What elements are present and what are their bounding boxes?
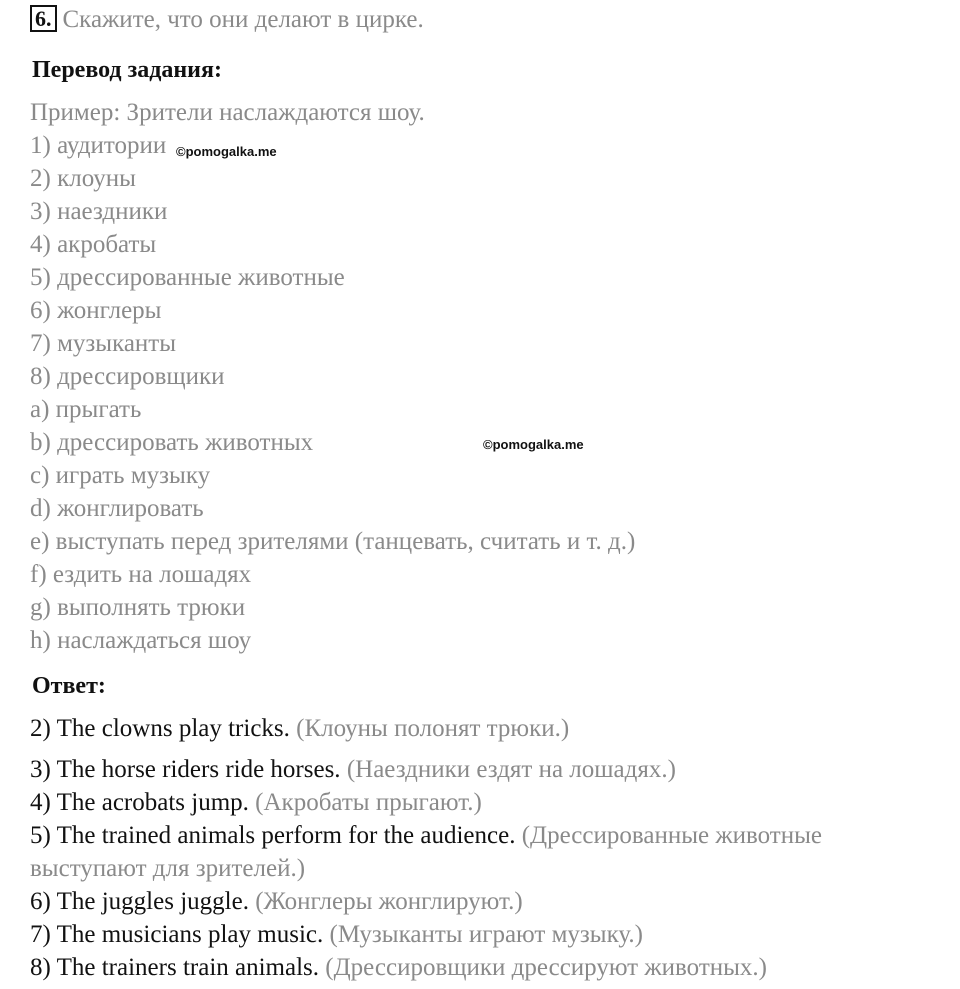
- answer-item: [30, 823, 822, 848]
- answer-heading: Ответ:: [32, 673, 106, 699]
- answer-item: [30, 955, 767, 980]
- action-item: d) жонглировать: [30, 495, 204, 522]
- answer-en: 8) The trainers train animals.: [30, 954, 320, 981]
- watermark: ©pomogalka.me: [176, 144, 277, 159]
- task-instruction: Скажите, что они делают в цирке.: [62, 6, 424, 33]
- action-item: g) выполнять трюки: [30, 594, 246, 621]
- answer-ru: (Жонглеры жонглируют.): [255, 888, 523, 915]
- translation-heading: Перевод задания:: [32, 57, 222, 83]
- subject-item: 7) музыканты: [30, 330, 177, 357]
- answer-ru: (Наездники ездят на лошадях.): [346, 756, 676, 783]
- answer-en: 4) The acrobats jump.: [30, 789, 249, 816]
- answer-en: 6) The juggles juggle.: [30, 888, 249, 915]
- action-item: a) прыгать: [30, 396, 142, 423]
- answer-item: [30, 757, 676, 782]
- answer-item: [30, 716, 569, 741]
- subject-item: 6) жонглеры: [30, 297, 162, 324]
- answer-item: [30, 790, 482, 815]
- watermark: ©pomogalka.me: [483, 437, 584, 452]
- answer-ru: (Акробаты прыгают.): [255, 789, 482, 816]
- answer-item: [30, 889, 523, 914]
- action-item: c) играть музыку: [30, 462, 211, 489]
- answer-item-continuation: [30, 856, 305, 881]
- answer-en: 3) The horse riders ride horses.: [30, 756, 341, 783]
- subject-item: 3) наездники: [30, 198, 168, 225]
- answer-item: [30, 922, 643, 947]
- action-item: e) выступать перед зрителями (танцевать, считать и т. д.): [30, 528, 636, 555]
- answer-en: 5) The trained animals perform for the audience.: [30, 822, 516, 849]
- action-item: b) дрессировать животных: [30, 429, 314, 456]
- subject-item: 2) клоуны: [30, 165, 136, 192]
- answer-ru: выступают для зрителей.): [30, 855, 306, 882]
- subject-item: 1) аудитории: [30, 132, 167, 159]
- action-item: f) ездить на лошадях: [30, 561, 252, 588]
- answer-ru: (Клоуны полонят трюки.): [296, 715, 570, 742]
- answer-en: 2) The clowns play tricks.: [30, 715, 290, 742]
- subject-item: 8) дрессировщики: [30, 363, 225, 390]
- task-number: 6.: [30, 5, 57, 32]
- translation-example: Пример: Зрители наслаждаются шоу.: [30, 99, 425, 126]
- answer-en: 7) The musicians play music.: [30, 921, 324, 948]
- answer-ru: (Дрессировщики дрессируют животных.): [325, 954, 767, 981]
- action-item: h) наслаждаться шоу: [30, 627, 252, 654]
- answer-ru: (Музыканты играют музыку.): [329, 921, 643, 948]
- task-line: [30, 6, 424, 33]
- subject-item: 5) дрессированные животные: [30, 264, 345, 291]
- answer-ru: (Дрессированные животные: [521, 822, 822, 849]
- subject-item: 4) акробаты: [30, 231, 157, 258]
